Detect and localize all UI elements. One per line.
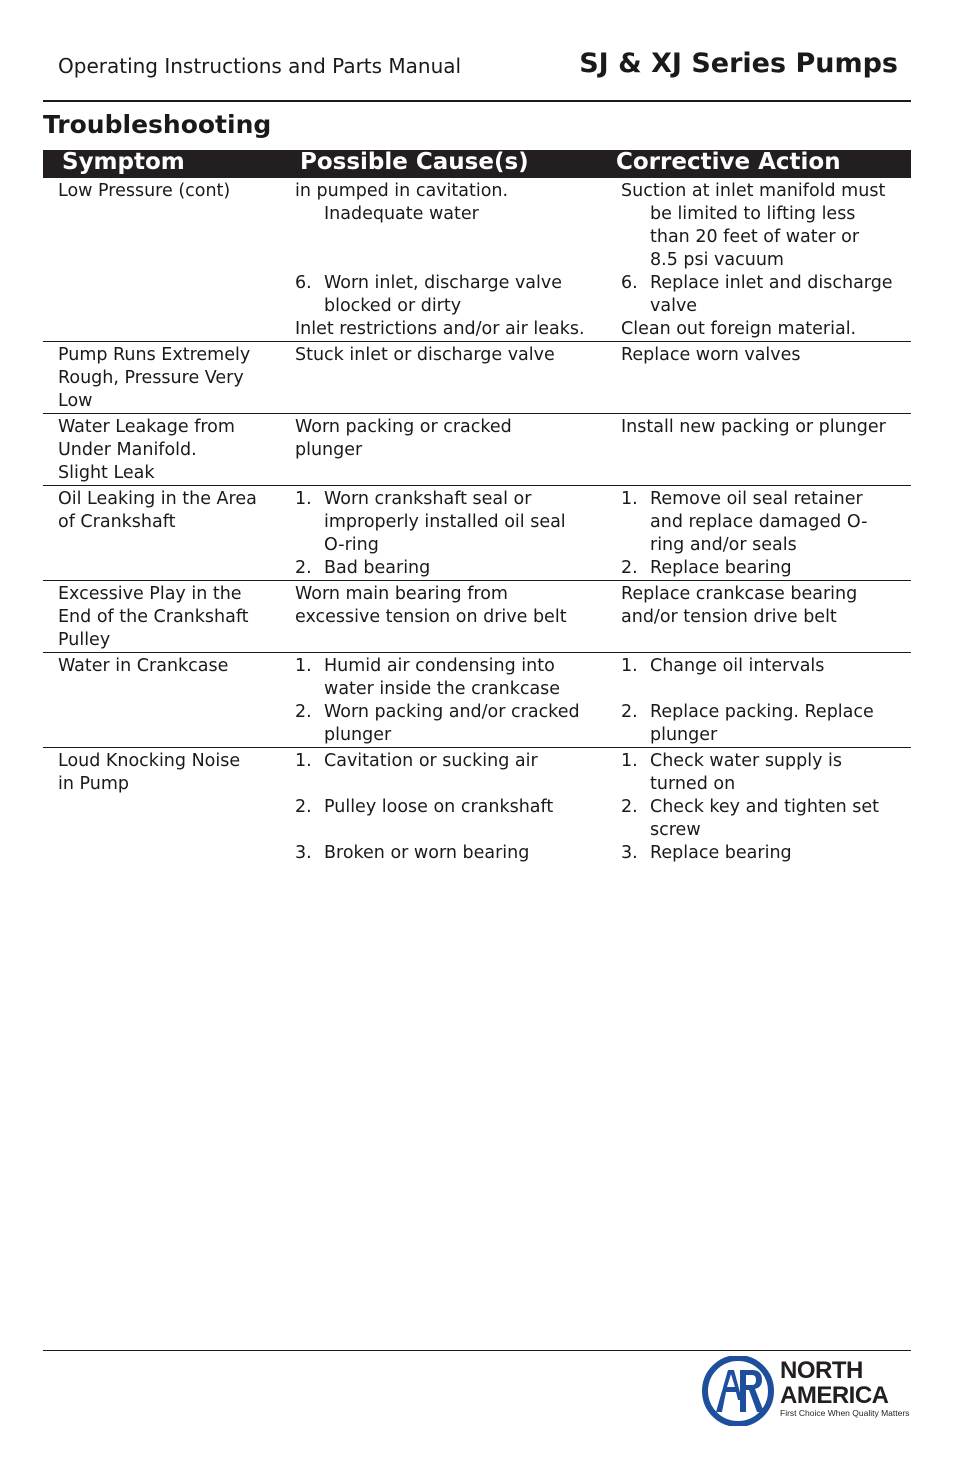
action-line: Clean out foreign material. <box>621 319 857 339</box>
table-row <box>43 342 911 414</box>
list-number: 2. <box>295 797 312 817</box>
cause-text: Pulley loose on crankshaft <box>324 797 554 817</box>
cause-line: Inlet restrictions and/or air leaks. <box>295 319 585 339</box>
ar-north-america-logo <box>702 1356 912 1426</box>
symptom-cell <box>58 488 273 534</box>
action-cell <box>621 180 906 341</box>
list-number: 2. <box>621 797 638 817</box>
cause-text: Worn inlet, discharge valve <box>324 273 563 293</box>
action-text: Check water supply is <box>650 751 843 771</box>
action-cell <box>621 416 906 439</box>
cause-cell <box>295 583 595 629</box>
table-body <box>43 178 911 865</box>
table-header <box>43 150 911 178</box>
action-line: turned on <box>650 774 736 794</box>
cause-cell <box>295 344 595 367</box>
cause-line: plunger <box>324 725 392 745</box>
action-text: Replace bearing <box>650 843 792 863</box>
section-title: Troubleshooting <box>43 110 272 139</box>
list-number: 6. <box>621 273 638 293</box>
action-cell <box>621 655 906 747</box>
table-row <box>43 748 911 865</box>
cause-line: in pumped in cavitation. <box>295 181 509 201</box>
cause-line: plunger <box>295 440 363 460</box>
logo-line-america: AMERICA <box>780 1382 889 1409</box>
action-line: Replace crankcase bearing <box>621 584 858 604</box>
footer-divider <box>43 1350 911 1351</box>
action-line: and replace damaged O- <box>650 512 868 532</box>
action-line: than 20 feet of water or <box>650 227 860 247</box>
cause-line: Worn packing or cracked <box>295 417 512 437</box>
cause-line <box>295 701 595 724</box>
cause-line: water inside the crankcase <box>324 679 561 699</box>
action-line <box>621 488 906 511</box>
symptom-line: Slight Leak <box>58 463 155 483</box>
cause-text: Worn packing and/or cracked <box>324 702 580 722</box>
action-line <box>621 701 906 724</box>
cause-line: O-ring <box>324 535 379 555</box>
logo-line-north: NORTH <box>780 1357 863 1384</box>
action-line <box>621 796 906 819</box>
action-line <box>621 557 906 580</box>
cause-line <box>295 750 595 773</box>
symptom-cell <box>58 583 273 652</box>
symptom-cell <box>58 416 273 485</box>
symptom-line: Water in Crankcase <box>58 656 229 676</box>
action-text: Replace inlet and discharge <box>650 273 893 293</box>
cause-line <box>295 272 595 295</box>
cause-line: blocked or dirty <box>324 296 462 316</box>
action-text: Remove oil seal retainer <box>650 489 863 509</box>
action-line <box>621 842 906 865</box>
action-text: Replace packing. Replace <box>650 702 874 722</box>
action-line <box>621 272 906 295</box>
action-text: Change oil intervals <box>650 656 825 676</box>
list-number: 1. <box>621 751 638 771</box>
list-number: 1. <box>295 751 312 771</box>
list-number: 2. <box>295 558 312 578</box>
cause-text: Broken or worn bearing <box>324 843 530 863</box>
column-header-symptom: Symptom <box>62 149 185 175</box>
list-number: 6. <box>295 273 312 293</box>
header-divider <box>43 100 911 102</box>
cause-line <box>295 773 595 796</box>
list-number: 1. <box>295 656 312 676</box>
list-number: 1. <box>621 656 638 676</box>
symptom-line: of Crankshaft <box>58 512 176 532</box>
action-line <box>621 750 906 773</box>
action-cell <box>621 344 906 367</box>
action-line: 8.5 psi vacuum <box>650 250 784 270</box>
table-row <box>43 178 911 342</box>
cause-cell <box>295 180 595 341</box>
cause-line <box>295 796 595 819</box>
action-text: Replace bearing <box>650 558 792 578</box>
cause-line <box>295 488 595 511</box>
cause-line <box>295 842 595 865</box>
symptom-line: Pulley <box>58 630 111 650</box>
list-number: 2. <box>621 702 638 722</box>
cause-line <box>295 557 595 580</box>
action-line: screw <box>650 820 701 840</box>
symptom-cell <box>58 655 273 678</box>
cause-line: Worn main bearing from <box>295 584 508 604</box>
column-header-cause: Possible Cause(s) <box>300 149 529 175</box>
ar-logo-icon <box>702 1356 774 1426</box>
symptom-line: Rough, Pressure Very <box>58 368 244 388</box>
action-line: Suction at inlet manifold must <box>621 181 886 201</box>
action-line: be limited to lifting less <box>650 204 856 224</box>
list-number: 3. <box>621 843 638 863</box>
cause-line: improperly installed oil seal <box>324 512 566 532</box>
list-number: 1. <box>621 489 638 509</box>
list-number: 2. <box>621 558 638 578</box>
symptom-line: Loud Knocking Noise <box>58 751 241 771</box>
symptom-line: Water Leakage from <box>58 417 235 437</box>
symptom-line: Oil Leaking in the Area <box>58 489 257 509</box>
cause-cell <box>295 488 595 580</box>
symptom-line: Pump Runs Extremely <box>58 345 251 365</box>
action-line: Install new packing or plunger <box>621 417 886 437</box>
symptom-line: Low Pressure (cont) <box>58 181 231 201</box>
action-line: plunger <box>650 725 718 745</box>
table-row <box>43 581 911 653</box>
list-number: 2. <box>295 702 312 722</box>
troubleshooting-table <box>43 150 911 865</box>
cause-line <box>295 249 595 272</box>
action-line: Replace worn valves <box>621 345 801 365</box>
cause-text: Bad bearing <box>324 558 431 578</box>
column-header-action: Corrective Action <box>616 149 841 175</box>
cause-cell <box>295 655 595 747</box>
manual-title: Operating Instructions and Parts Manual <box>58 54 462 78</box>
cause-line <box>295 655 595 678</box>
symptom-line: End of the Crankshaft <box>58 607 249 627</box>
action-cell <box>621 488 906 580</box>
action-line: and/or tension drive belt <box>621 607 837 627</box>
symptom-line: Low <box>58 391 93 411</box>
cause-line: Inadequate water <box>324 204 479 224</box>
action-cell <box>621 583 906 629</box>
cause-text: Humid air condensing into <box>324 656 555 676</box>
symptom-cell <box>58 344 273 413</box>
list-number: 3. <box>295 843 312 863</box>
action-text: Check key and tighten set <box>650 797 880 817</box>
action-line: ring and/or seals <box>650 535 797 555</box>
action-cell <box>621 750 906 865</box>
action-line: valve <box>650 296 698 316</box>
cause-line <box>295 226 595 249</box>
action-line <box>621 678 906 701</box>
cause-text: Cavitation or sucking air <box>324 751 538 771</box>
cause-cell <box>295 416 595 462</box>
cause-line: Stuck inlet or discharge valve <box>295 345 555 365</box>
symptom-cell <box>58 750 273 796</box>
action-line <box>621 655 906 678</box>
cause-text: Worn crankshaft seal or <box>324 489 532 509</box>
symptom-line: Under Manifold. <box>58 440 197 460</box>
product-title: SJ & XJ Series Pumps <box>579 48 898 79</box>
symptom-cell <box>58 180 273 203</box>
cause-line <box>295 819 595 842</box>
table-row <box>43 414 911 486</box>
cause-line: excessive tension on drive belt <box>295 607 567 627</box>
logo-tagline: First Choice When Quality Matters <box>780 1408 910 1418</box>
table-row <box>43 486 911 581</box>
symptom-line: in Pump <box>58 774 130 794</box>
list-number: 1. <box>295 489 312 509</box>
table-row <box>43 653 911 748</box>
symptom-line: Excessive Play in the <box>58 584 242 604</box>
cause-cell <box>295 750 595 865</box>
